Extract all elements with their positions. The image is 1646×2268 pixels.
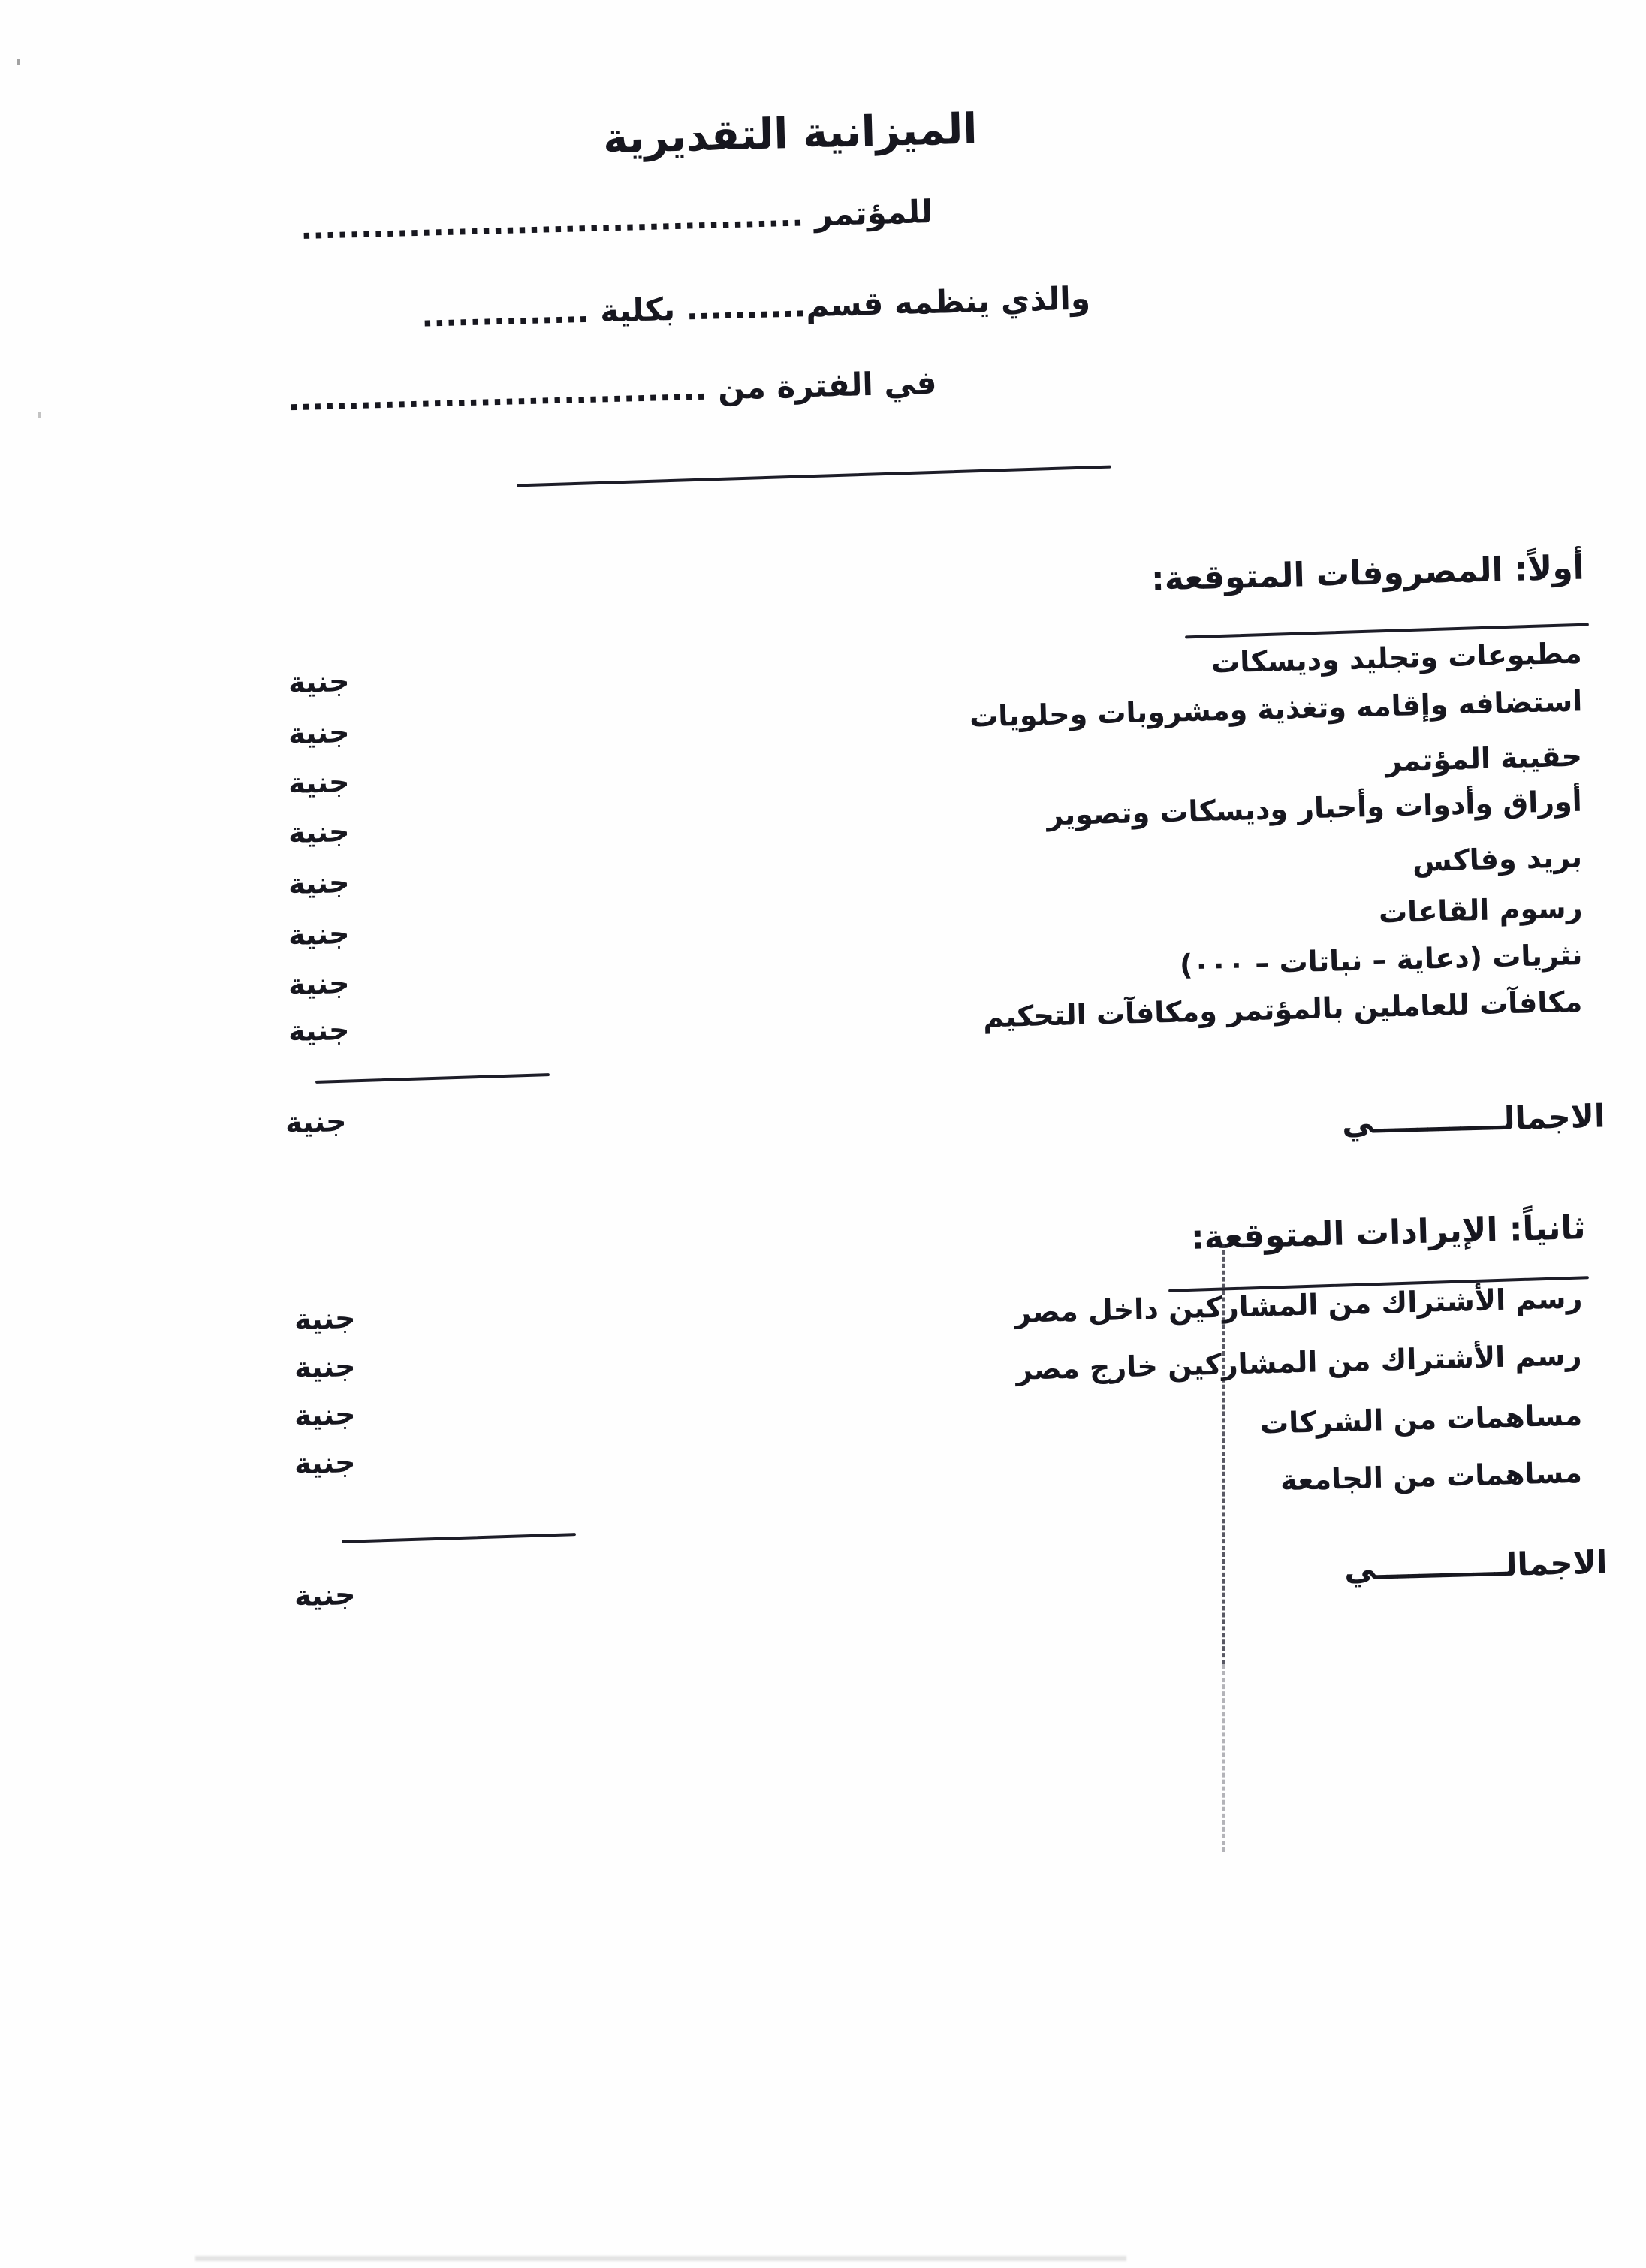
currency-label: جنية xyxy=(288,765,351,801)
expense-item: استضافه وإقامه وتغذية ومشروبات وحلويات xyxy=(969,684,1583,734)
revenue-item: رسم الأشتراك من المشاركين خارج مصر xyxy=(1016,1338,1583,1386)
period-line: في الفترة من ................................... xyxy=(287,363,938,418)
revenues-total-label: الاجمالــــــــــــي xyxy=(1343,1543,1608,1588)
scan-speck xyxy=(17,59,20,65)
expense-item: رسوم القاعات xyxy=(1377,891,1583,930)
revenue-item: رسم الأشتراك من المشاركين داخل مصر xyxy=(1014,1281,1583,1329)
currency-label: جنية xyxy=(288,916,351,952)
header-separator-line xyxy=(517,466,1111,487)
conference-line: للمؤتمر .......................................... xyxy=(300,192,933,247)
revenues-heading: ثانياً: الإيرادات المتوقعة: xyxy=(1190,1208,1587,1257)
organizer-line: والذي ينظمه قسم.......... بكلية .............. xyxy=(421,279,1091,334)
expenses-heading-underline xyxy=(1185,623,1589,639)
currency-label: جنية xyxy=(288,1012,351,1048)
currency-label: جنية xyxy=(288,814,351,850)
expenses-total-label: الاجمالــــــــــــي xyxy=(1341,1097,1605,1142)
expenses-subtotal-rule xyxy=(315,1073,550,1084)
currency-label: جنية xyxy=(288,865,351,901)
currency-label: جنية xyxy=(294,1445,357,1481)
scan-edge-artifact xyxy=(195,2256,1126,2261)
currency-label: جنية xyxy=(288,664,351,700)
currency-label: جنية xyxy=(294,1349,357,1385)
currency-label: جنية xyxy=(294,1301,357,1337)
revenue-item: مساهمات من الجامعة xyxy=(1280,1455,1583,1497)
revenues-subtotal-rule xyxy=(342,1533,576,1543)
page-title: الميزانية التقديرية xyxy=(602,104,978,164)
expenses-total-currency: جنية xyxy=(285,1104,348,1140)
revenues-total-currency: جنية xyxy=(294,1577,357,1613)
currency-label: جنية xyxy=(288,715,351,751)
currency-label: جنية xyxy=(294,1397,357,1433)
expense-item: مكافآت للعاملين بالمؤتمر ومكافآت التحكيم xyxy=(982,985,1583,1034)
currency-label: جنية xyxy=(288,966,351,1002)
scan-speck xyxy=(38,412,41,418)
fold-dashed-line xyxy=(1222,1664,1225,1852)
expense-item: نثريات (دعاية – نباتات – ٠٠٠) xyxy=(1179,937,1583,982)
expense-item: مطبوعات وتجليد وديسكات xyxy=(1210,636,1583,680)
expenses-heading: أولاً: المصروفات المتوقعة: xyxy=(1150,548,1585,599)
expense-item: أوراق وأدوات وأحبار وديسكات وتصوير xyxy=(1046,784,1583,832)
expense-item: بريد وفاكس xyxy=(1412,840,1583,878)
expense-item: حقيبة المؤتمر xyxy=(1385,739,1583,778)
revenue-item: مساهمات من الشركات xyxy=(1259,1398,1583,1440)
